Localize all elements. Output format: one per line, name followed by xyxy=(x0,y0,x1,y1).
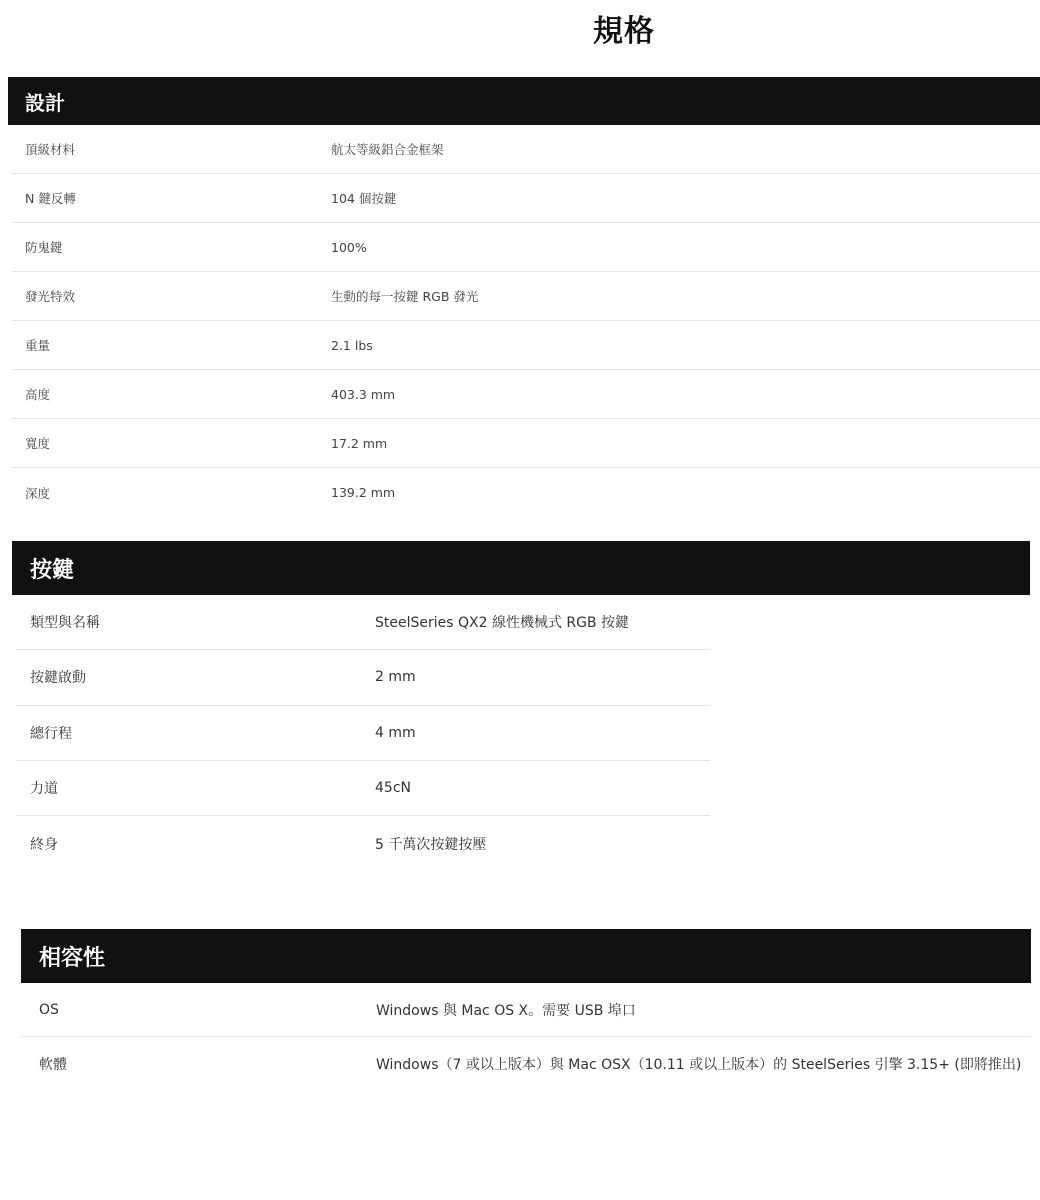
spec-label: 終身 xyxy=(30,836,58,853)
spec-label: 防鬼鍵 xyxy=(25,240,63,255)
spec-row-illumination xyxy=(12,272,1040,321)
spec-value: 139.2 mm xyxy=(331,485,396,500)
spec-value: 17.2 mm xyxy=(331,435,388,451)
section-header-design: 設計 xyxy=(8,77,1040,125)
spec-label: 高度 xyxy=(25,387,51,402)
spec-label: 按鍵啟動 xyxy=(30,670,86,687)
spec-row-n-key-rollover xyxy=(12,174,1040,223)
spec-value: 2 mm xyxy=(375,669,416,686)
spec-label: 軟體 xyxy=(39,1057,67,1073)
section-header-compatibility: 相容性 xyxy=(21,929,1031,983)
spec-value: Windows（7 或以上版本）與 Mac OSX（10.11 或以上版本）的 SteelSeries 引擎 3.15+ (即將推出) xyxy=(376,1057,1022,1073)
spec-value: 航太等級鋁合金框架 xyxy=(331,142,444,157)
spec-row-depth xyxy=(12,468,1040,517)
spec-value: 5 千萬次按鍵按壓 xyxy=(375,836,487,853)
spec-row-height xyxy=(12,370,1040,419)
spec-row-weight xyxy=(12,321,1040,370)
spec-label: 寬度 xyxy=(25,436,51,451)
spec-value: 403.3 mm xyxy=(331,386,396,402)
spec-row-software xyxy=(21,1037,1031,1091)
spec-value: SteelSeries QX2 線性機械式 RGB 按鍵 xyxy=(375,615,630,632)
spec-label: 總行程 xyxy=(30,725,72,742)
section-header-keys: 按鍵 xyxy=(12,541,1030,595)
spec-value: 2.1 lbs xyxy=(331,337,373,353)
spec-value: 104 個按鍵 xyxy=(331,191,397,206)
spec-row-force xyxy=(16,761,710,816)
spec-label: 類型與名稱 xyxy=(30,615,100,632)
spec-label: 頂級材料 xyxy=(25,142,76,157)
spec-row-lifetime xyxy=(16,816,710,871)
spec-label: N 鍵反轉 xyxy=(25,191,76,206)
page-title: 規格 xyxy=(593,14,655,49)
spec-label: OS xyxy=(39,1001,59,1018)
spec-table-compatibility xyxy=(21,983,1031,1091)
spec-row-total-travel xyxy=(16,706,710,761)
spec-row-os xyxy=(21,983,1031,1037)
spec-label: 深度 xyxy=(25,485,51,501)
spec-row-anti-ghosting xyxy=(12,223,1040,272)
spec-value: 45cN xyxy=(375,780,411,797)
spec-section-keys xyxy=(12,541,1030,871)
spec-row-width xyxy=(12,419,1040,468)
spec-table-design xyxy=(8,125,1040,517)
spec-value: 4 mm xyxy=(375,724,416,741)
spec-table-keys xyxy=(16,595,710,871)
spec-label: 發光特效 xyxy=(25,289,76,304)
spec-label: 力道 xyxy=(30,781,58,798)
spec-label: 重量 xyxy=(25,338,51,353)
spec-row-actuation xyxy=(16,650,710,705)
spec-value: 100% xyxy=(331,239,367,255)
spec-value: 生動的每一按鍵 RGB 發光 xyxy=(331,289,479,304)
spec-row-material xyxy=(12,125,1040,174)
spec-section-compatibility xyxy=(21,929,1031,1091)
spec-section-design xyxy=(8,77,1040,517)
spec-row-switch-type xyxy=(16,595,710,650)
spec-value: Windows 與 Mac OS X。需要 USB 埠口 xyxy=(376,1002,636,1019)
